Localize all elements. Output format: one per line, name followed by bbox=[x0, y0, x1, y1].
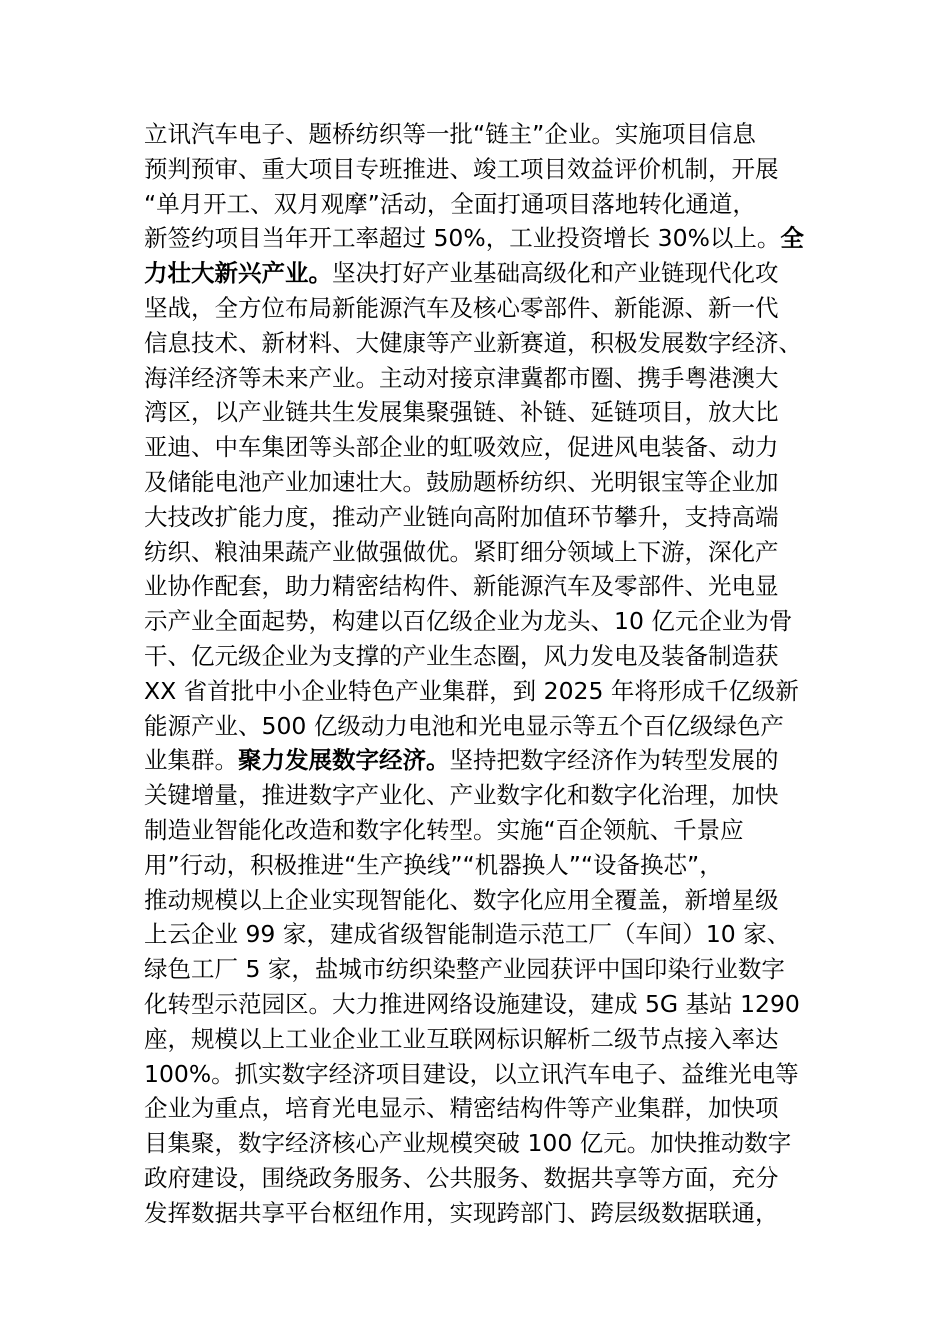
text-line bbox=[144, 465, 824, 500]
text-segment: 纺织、粮油果蔬产业做强做优。紧盯细分领域上下游，深化产 bbox=[144, 537, 779, 566]
body-text bbox=[144, 117, 824, 1231]
text-line bbox=[144, 1196, 824, 1231]
text-segment: 关键增量，推进数字产业化、产业数字化和数字化治理，加快 bbox=[144, 781, 779, 810]
text-segment: 坚持把数字经济作为转型发展的 bbox=[449, 746, 779, 775]
text-line bbox=[144, 291, 824, 326]
text-line bbox=[144, 917, 824, 952]
text-segment: 业协作配套，助力精密结构件、新能源汽车及零部件、光电显 bbox=[144, 572, 779, 601]
text-line bbox=[144, 743, 824, 778]
text-segment: 及储能电池产业加速壮大。鼓励题桥纺织、光明银宝等企业加 bbox=[144, 467, 779, 496]
text-line bbox=[144, 813, 824, 848]
text-line bbox=[144, 361, 824, 396]
text-line bbox=[144, 569, 824, 604]
text-line bbox=[144, 256, 824, 291]
text-line bbox=[144, 674, 824, 709]
text-line bbox=[144, 639, 824, 674]
text-line bbox=[144, 221, 824, 256]
text-line bbox=[144, 395, 824, 430]
text-segment: 湾区，以产业链共生发展集聚强链、补链、延链项目，放大比 bbox=[144, 398, 779, 427]
text-segment: 目集聚，数字经济核心产业规模突破 100 亿元。加快推动数字 bbox=[144, 1129, 792, 1158]
text-line bbox=[144, 987, 824, 1022]
text-segment: 海洋经济等未来产业。主动对接京津冀都市圈、携手粤港澳大 bbox=[144, 363, 779, 392]
text-segment: XX 省首批中小企业特色产业集群，到 2025 年将形成千亿级新 bbox=[144, 676, 799, 705]
text-line bbox=[144, 117, 824, 152]
text-segment: 能源产业、500 亿级动力电池和光电显示等五个百亿级绿色产 bbox=[144, 711, 784, 740]
text-segment: 用”行动，积极推进“生产换线”“机器换人”“设备换芯”， bbox=[144, 850, 723, 879]
text-line bbox=[144, 1126, 824, 1161]
text-line bbox=[144, 778, 824, 813]
bold-heading-segment: 全 bbox=[780, 224, 804, 253]
text-line bbox=[144, 1022, 824, 1057]
text-line bbox=[144, 883, 824, 918]
text-segment: 大技改扩能力度，推动产业链向高附加值环节攀升，支持高端 bbox=[144, 502, 779, 531]
text-line bbox=[144, 500, 824, 535]
text-segment: “单月开工、双月观摩”活动，全面打通项目落地转化通道， bbox=[144, 189, 756, 218]
text-segment: 预判预审、重大项目专班推进、竣工项目效益评价机制，开展 bbox=[144, 154, 779, 183]
text-segment: 示产业全面起势，构建以百亿级企业为龙头、10 亿元企业为骨 bbox=[144, 607, 793, 636]
text-segment: 上云企业 99 家，建成省级智能制造示范工厂（车间）10 家、 bbox=[144, 920, 791, 949]
text-line bbox=[144, 604, 824, 639]
text-line bbox=[144, 848, 824, 883]
text-line bbox=[144, 187, 824, 222]
text-line bbox=[144, 1161, 824, 1196]
text-segment: 信息技术、新材料、大健康等产业新赛道，积极发展数字经济、 bbox=[144, 328, 802, 357]
text-segment: 立讯汽车电子、题桥纺织等一批“链主”企业。实施项目信息 bbox=[144, 120, 756, 148]
text-segment: 坚决打好产业基础高级化和产业链现代化攻 bbox=[332, 259, 779, 288]
bold-heading-segment: 力壮大新兴产业。 bbox=[144, 259, 332, 288]
text-segment: 座，规模以上工业企业工业互联网标识解析二级节点接入率达 bbox=[144, 1024, 779, 1053]
text-segment: 绿色工厂 5 家，盐城市纺织染整产业园获评中国印染行业数字 bbox=[144, 955, 785, 984]
text-segment: 政府建设，围绕政务服务、公共服务、数据共享等方面，充分 bbox=[144, 1163, 779, 1192]
text-line bbox=[144, 152, 824, 187]
text-line bbox=[144, 1057, 824, 1092]
text-line bbox=[144, 326, 824, 361]
text-segment: 干、亿元级企业为支撑的产业生态圈，风力发电及装备制造获 bbox=[144, 641, 779, 670]
text-line bbox=[144, 952, 824, 987]
text-segment: 发挥数据共享平台枢纽作用，实现跨部门、跨层级数据联通， bbox=[144, 1198, 779, 1227]
text-segment: 100%。抓实数字经济项目建设，以立讯汽车电子、益维光电等 bbox=[144, 1059, 799, 1088]
text-segment: 制造业智能化改造和数字化转型。实施“百企领航、千景应 bbox=[144, 815, 744, 844]
text-line bbox=[144, 430, 824, 465]
text-segment: 新签约项目当年开工率超过 50%，工业投资增长 30%以上。 bbox=[144, 224, 781, 253]
text-line bbox=[144, 709, 824, 744]
text-segment: 坚战，全方位布局新能源汽车及核心零部件、新能源、新一代 bbox=[144, 293, 779, 322]
text-segment: 化转型示范园区。大力推进网络设施建设，建成 5G 基站 1290 bbox=[144, 989, 800, 1018]
text-line bbox=[144, 1091, 824, 1126]
bold-heading-segment: 聚力发展数字经济。 bbox=[238, 746, 450, 775]
text-segment: 企业为重点，培育光电显示、精密结构件等产业集群，加快项 bbox=[144, 1094, 779, 1123]
text-line bbox=[144, 535, 824, 570]
text-segment: 亚迪、中车集团等头部企业的虹吸效应，促进风电装备、动力 bbox=[144, 433, 779, 462]
text-segment: 业集群。 bbox=[144, 746, 238, 775]
text-segment: 推动规模以上企业实现智能化、数字化应用全覆盖，新增星级 bbox=[144, 885, 779, 914]
